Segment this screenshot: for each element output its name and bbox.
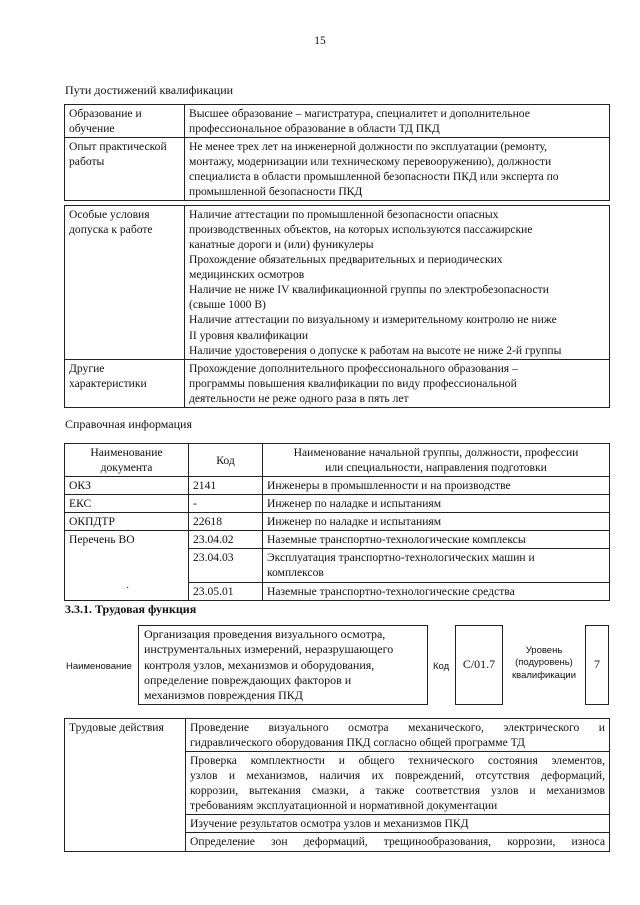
row-label: Опыт практической работы (65, 138, 185, 201)
table-row (65, 206, 610, 360)
actions-label: Трудовые действия (65, 719, 186, 852)
reference-table (64, 443, 610, 601)
action-item: Определение зон деформаций, трещинообразования, коррозии, износа (186, 833, 610, 851)
table-row (65, 105, 610, 138)
cell-name: Инженеры в промышленности и на производстве (263, 477, 610, 495)
table-header-row (65, 444, 610, 477)
level-label: Уровень (подуровень) квалификации (511, 645, 577, 681)
table-row (65, 513, 610, 531)
cell-code: 23.04.02 (189, 531, 263, 549)
cell-name: Наземные транспортно-технологические комплексы (263, 531, 610, 549)
header-code: Код (189, 444, 263, 477)
cell-doc: Перечень ВО (65, 531, 189, 600)
cell-name: Инженер по наладке и испытаниям (263, 495, 610, 513)
stray-mark: · (126, 583, 130, 594)
cell-code: - (189, 495, 263, 513)
cell-name: Наземные транспортно-технологические средства (263, 582, 610, 600)
row-label: Другие характеристики (65, 359, 185, 407)
row-label: Особые условия допуска к работе (65, 206, 185, 360)
table-row (65, 719, 610, 752)
row-value: Наличие аттестации по промышленной безопасности опасных производственных объектов, на которых используются пассажирские канатные дороги и (или) фуникулеры Прохождение обязательных предварительных и периодических медицинских осмотров Наличие не ниже IV квалификационной группы по электробезопасности (свыше 1000 В) Наличие аттестации по визуальному и измерительному контролю не ниже II уровня квалификации Наличие удостоверения о допуске к работам на высоте не ниже 2-й группы (185, 206, 610, 360)
cell-code: 2141 (189, 477, 263, 495)
cell-code: 23.04.03 (189, 549, 263, 582)
action-item: Проведение визуального осмотра механического, электрического и гидравлического оборудования ПКД согласно общей программе ТД (186, 719, 610, 752)
table-row (65, 495, 610, 513)
cell-doc: ОКПДТР (65, 513, 189, 531)
code-label: Код (433, 661, 450, 672)
table-row (65, 477, 610, 495)
row-value: Высшее образование – магистратура, специалитет и дополнительное профессиональное образование в области ТД ПКД (185, 105, 610, 138)
name-label: Наименование (66, 661, 132, 672)
cell-doc: ОКЗ (65, 477, 189, 495)
action-item: Изучение результатов осмотра узлов и механизмов ПКД (186, 815, 610, 833)
reference-heading: Справочная информация (65, 417, 192, 431)
cell-code: 23.05.01 (189, 582, 263, 600)
cell-code: 22618 (189, 513, 263, 531)
table-row (65, 531, 610, 549)
cell-name: Эксплуатация транспортно-технологических машин и комплексов (263, 549, 610, 582)
conditions-table (64, 205, 610, 408)
function-name-box: Организация проведения визуального осмотра, инструментальных измерений, неразрушающего контроля узлов, механизмов и оборудования, определение повреждающих факторов и механизмов повреждения ПКД (138, 625, 428, 705)
actions-table (64, 718, 610, 852)
table-row (65, 359, 610, 407)
cell-doc: ЕКС (65, 495, 189, 513)
qualification-table (64, 104, 610, 201)
cell-name: Инженер по наладке и испытаниям (263, 513, 610, 531)
qualification-heading: Пути достижений квалификации (65, 83, 234, 97)
header-doc: Наименование документа (65, 444, 189, 477)
table-row (65, 138, 610, 201)
row-value: Прохождение дополнительного профессионального образования – программы повышения квалификации по виду профессиональной деятельности не реже одного раза в пять лет (185, 359, 610, 407)
header-name: Наименование начальной группы, должности, профессии или специальности, направления подготовки (263, 444, 610, 477)
code-value: C/01.7 (455, 625, 503, 705)
page-number: 15 (314, 35, 326, 47)
row-value: Не менее трех лет на инженерной должности по эксплуатации (ремонту, монтажу, модернизации или техническому перевооружению), должности специалиста в области промышленной безопасности ПКД или эксперта по промышленной безопасности ПКД (185, 138, 610, 201)
level-value: 7 (585, 625, 609, 705)
action-item: Проверка комплектности и общего технического состояния элементов, узлов и механизмов, наличия их повреждений, отсутствия деформаций, коррозии, вытекания смазки, а также соответствия узлов и механизмов требованиям эксплуатационной и нормативной документации (186, 752, 610, 815)
labor-function-heading: 3.3.1. Трудовая функция (65, 602, 197, 616)
row-label: Образование и обучение (65, 105, 185, 138)
